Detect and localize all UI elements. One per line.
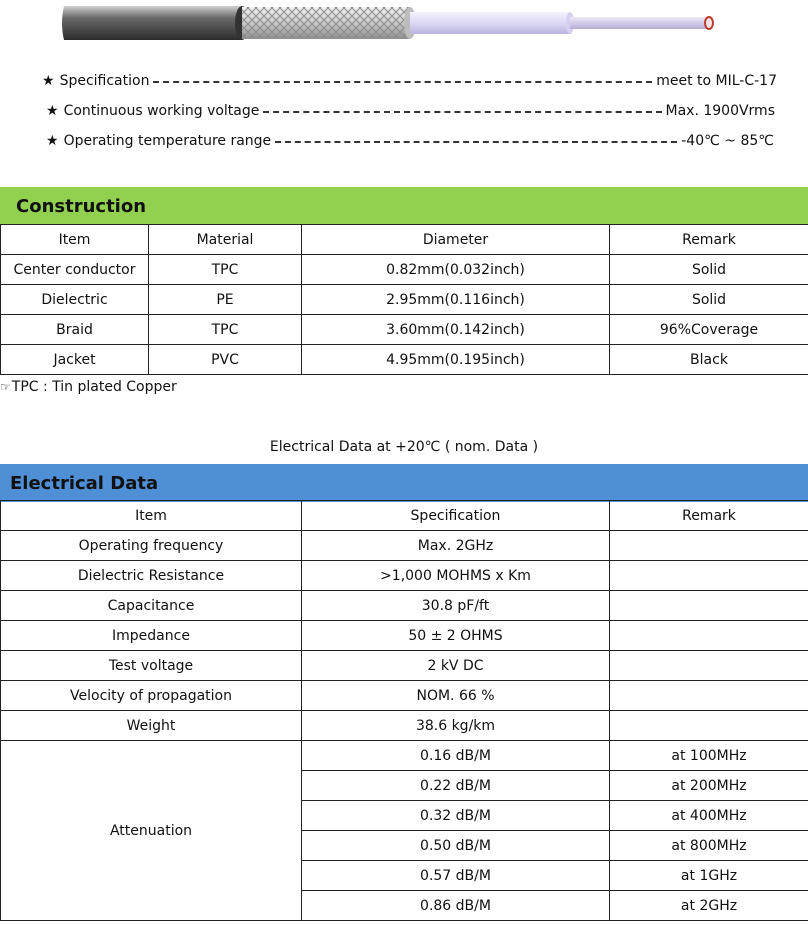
table-cell: 2 kV DC bbox=[302, 651, 610, 681]
table-cell: Capacitance bbox=[1, 591, 302, 621]
table-cell: Center conductor bbox=[1, 255, 149, 285]
spec-value: Max. 1900Vrms bbox=[665, 103, 775, 119]
table-cell: 0.57 dB/M bbox=[302, 861, 610, 891]
star-icon: ★ bbox=[46, 133, 59, 149]
table-cell bbox=[610, 681, 808, 711]
table-cell: 0.16 dB/M bbox=[302, 741, 610, 771]
table-row bbox=[1, 591, 808, 621]
table-cell bbox=[610, 651, 808, 681]
table-cell: at 2GHz bbox=[610, 891, 808, 921]
table-cell bbox=[610, 531, 808, 561]
table-row bbox=[1, 255, 808, 285]
spec-value: -40℃ ~ 85℃ bbox=[681, 133, 774, 149]
table-cell: Weight bbox=[1, 711, 302, 741]
spec-row-temperature bbox=[46, 130, 774, 152]
table-cell: 0.50 dB/M bbox=[302, 831, 610, 861]
table-cell: 0.22 dB/M bbox=[302, 771, 610, 801]
table-row bbox=[1, 681, 808, 711]
table-cell: 96%Coverage bbox=[610, 315, 808, 345]
table-cell: Dielectric bbox=[1, 285, 149, 315]
spec-value: meet to MIL-C-17 bbox=[656, 73, 777, 89]
table-cell: 38.6 kg/km bbox=[302, 711, 610, 741]
spec-label: Specification bbox=[59, 73, 150, 89]
column-header: Item bbox=[1, 225, 149, 255]
table-cell: TPC bbox=[149, 255, 302, 285]
table-cell bbox=[610, 621, 808, 651]
electrical-caption: Electrical Data at +20℃ ( nom. Data ) bbox=[269, 439, 539, 455]
table-cell: Max. 2GHz bbox=[302, 531, 610, 561]
spec-label: Operating temperature range bbox=[63, 133, 272, 149]
table-cell: Solid bbox=[610, 285, 808, 315]
electrical-table bbox=[0, 500, 808, 921]
construction-table bbox=[0, 224, 808, 375]
dashed-leader bbox=[275, 141, 677, 143]
table-cell: 4.95mm(0.195inch) bbox=[302, 345, 610, 375]
table-row bbox=[1, 741, 808, 771]
note-text: TPC : Tin plated Copper bbox=[11, 379, 177, 395]
table-row bbox=[1, 345, 808, 375]
table-cell: TPC bbox=[149, 315, 302, 345]
table-row bbox=[1, 621, 808, 651]
table-cell: 0.82mm(0.032inch) bbox=[302, 255, 610, 285]
dashed-leader bbox=[153, 81, 652, 83]
attenuation-label-cell: Attenuation bbox=[1, 741, 302, 921]
table-cell: 50 ± 2 OHMS bbox=[302, 621, 610, 651]
table-cell: Dielectric Resistance bbox=[1, 561, 302, 591]
table-cell: at 400MHz bbox=[610, 801, 808, 831]
table-header-row bbox=[1, 225, 808, 255]
spec-row-specification bbox=[42, 70, 777, 92]
table-cell: Braid bbox=[1, 315, 149, 345]
column-header: Remark bbox=[610, 501, 808, 531]
table-cell: 3.60mm(0.142inch) bbox=[302, 315, 610, 345]
table-cell: PE bbox=[149, 285, 302, 315]
table-cell: Test voltage bbox=[1, 651, 302, 681]
table-header-row bbox=[1, 501, 808, 531]
table-cell: 30.8 pF/ft bbox=[302, 591, 610, 621]
table-cell bbox=[610, 561, 808, 591]
star-icon: ★ bbox=[42, 73, 55, 89]
table-row bbox=[1, 315, 808, 345]
table-cell: Operating frequency bbox=[1, 531, 302, 561]
column-header: Item bbox=[1, 501, 302, 531]
construction-header: Construction bbox=[0, 187, 808, 225]
column-header: Remark bbox=[610, 225, 808, 255]
electrical-header: Electrical Data bbox=[0, 464, 808, 502]
table-cell: at 800MHz bbox=[610, 831, 808, 861]
table-cell: Impedance bbox=[1, 621, 302, 651]
spec-label: Continuous working voltage bbox=[63, 103, 260, 119]
coax-cable-illustration bbox=[60, 4, 720, 42]
spec-row-voltage bbox=[46, 100, 775, 122]
table-cell: at 1GHz bbox=[610, 861, 808, 891]
table-cell: 2.95mm(0.116inch) bbox=[302, 285, 610, 315]
table-cell: at 100MHz bbox=[610, 741, 808, 771]
table-cell: Velocity of propagation bbox=[1, 681, 302, 711]
tpc-note bbox=[0, 379, 177, 395]
column-header: Material bbox=[149, 225, 302, 255]
table-row bbox=[1, 561, 808, 591]
table-cell: Jacket bbox=[1, 345, 149, 375]
table-cell: >1,000 MOHMS x Km bbox=[302, 561, 610, 591]
table-row bbox=[1, 711, 808, 741]
table-cell: NOM. 66 % bbox=[302, 681, 610, 711]
table-cell: Solid bbox=[610, 255, 808, 285]
table-row bbox=[1, 531, 808, 561]
table-cell: 0.32 dB/M bbox=[302, 801, 610, 831]
dashed-leader bbox=[263, 111, 661, 113]
column-header: Diameter bbox=[302, 225, 610, 255]
table-row bbox=[1, 285, 808, 315]
star-icon: ★ bbox=[46, 103, 59, 119]
table-row bbox=[1, 651, 808, 681]
column-header: Specification bbox=[302, 501, 610, 531]
pointing-hand-icon: ☞ bbox=[0, 380, 11, 394]
table-cell bbox=[610, 711, 808, 741]
table-cell: 0.86 dB/M bbox=[302, 891, 610, 921]
table-cell: at 200MHz bbox=[610, 771, 808, 801]
table-cell bbox=[610, 591, 808, 621]
table-cell: PVC bbox=[149, 345, 302, 375]
table-cell: Black bbox=[610, 345, 808, 375]
